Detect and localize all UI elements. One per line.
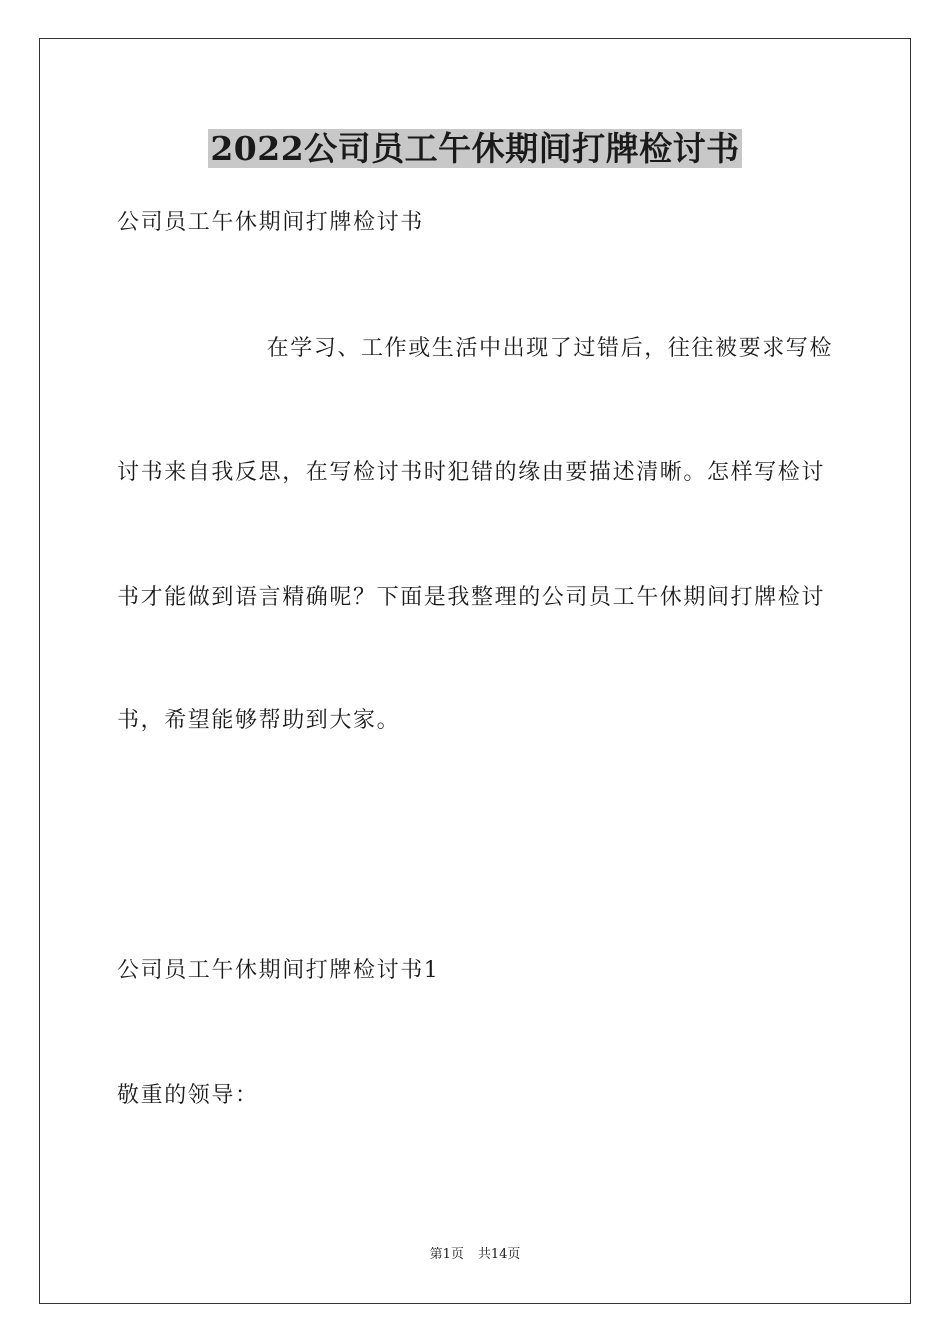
document-subtitle: 公司员工午休期间打牌检讨书 — [117, 210, 424, 235]
page-footer — [0, 1246, 950, 1264]
document-title — [0, 127, 950, 171]
page-number: 第1页 — [429, 1247, 464, 1262]
intro-line-4: 书，希望能够帮助到大家。 — [117, 708, 401, 733]
document-title-text: 2022公司员工午休期间打牌检讨书 — [210, 129, 740, 168]
page-total: 共14页 — [477, 1247, 521, 1262]
intro-line-2: 讨书来自我反思，在写检讨书时犯错的缘由要描述清晰。怎样写检讨 — [117, 460, 826, 485]
salutation: 敬重的领导： — [117, 1083, 259, 1108]
intro-line-1: 在学习、工作或生活中出现了过错后，往往被要求写检 — [266, 336, 833, 361]
section-heading: 公司员工午休期间打牌检讨书1 — [117, 958, 440, 983]
intro-line-3: 书才能做到语言精确呢？下面是我整理的公司员工午休期间打牌检讨 — [117, 585, 826, 610]
